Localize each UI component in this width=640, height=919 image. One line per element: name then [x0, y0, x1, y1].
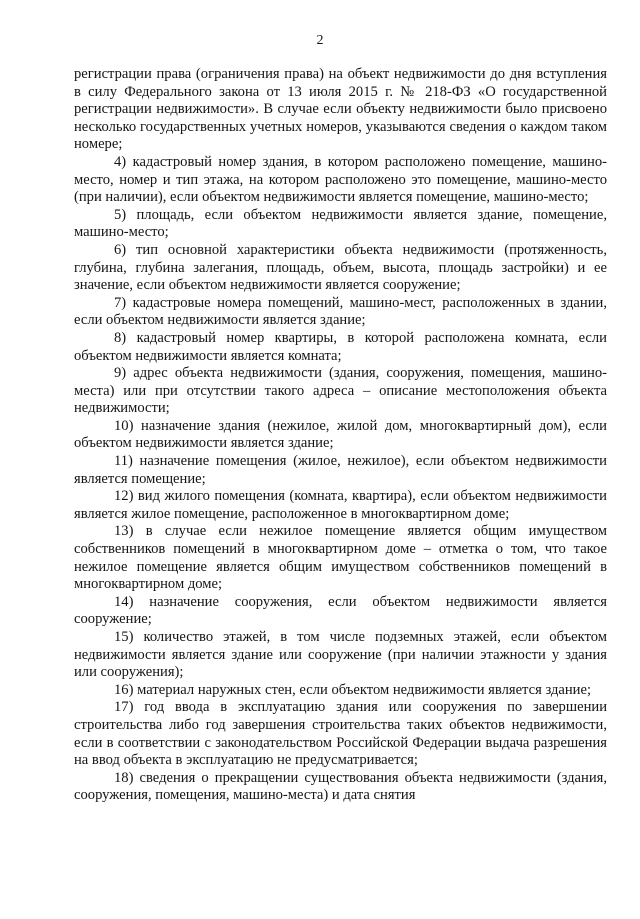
paragraph-item-10: 10) назначение здания (нежилое, жилой дом, многоквартирный дом), если объектом недвижимости является здание; — [74, 417, 607, 452]
paragraph-item-17: 17) год ввода в эксплуатацию здания или сооружения по завершении строительства либо год завершения строительства таких объектов недвижимости, если в соответствии с законодательством Российской Федерации выдача разрешения на ввод объекта в эксплуатацию не предусматривается; — [74, 699, 607, 769]
paragraph-item-18: 18) сведения о прекращении существования объекта недвижимости (здания, сооружения, помещения, машино-места) и дата снятия — [74, 769, 607, 804]
paragraph-item-8: 8) кадастровый номер квартиры, в которой расположена комната, если объектом недвижимости является комната; — [74, 329, 607, 364]
paragraph-item-16: 16) материал наружных стен, если объектом недвижимости является здание; — [114, 681, 591, 698]
document-body — [74, 66, 607, 805]
page-number: 2 — [316, 33, 324, 48]
paragraph-item-6: 6) тип основной характеристики объекта недвижимости (протяженность, глубина, глубина залегания, площадь, объем, высота, площадь застройки) и ее значение, если объектом недвижимости является сооружение; — [74, 241, 607, 294]
paragraph-item-13: 13) в случае если нежилое помещение является общим имуществом собственников помещений в многоквартирном доме – отметка о том, что такое нежилое помещение является общим имуществом собственников помещений в многоквартирном доме; — [74, 523, 607, 593]
paragraph-item-4: 4) кадастровый номер здания, в котором расположено помещение, машино-место, номер и тип этажа, на котором расположено это помещение, машино-место (при наличии), если объектом недвижимости является помещение, машино-место; — [74, 153, 607, 206]
paragraph-item-11: 11) назначение помещения (жилое, нежилое), если объектом недвижимости является помещение; — [74, 453, 607, 487]
paragraph-item-12: 12) вид жилого помещения (комната, квартира), если объектом недвижимости является жилое помещение, расположенное в многоквартирном доме; — [74, 488, 607, 522]
paragraph-item-5: 5) площадь, если объектом недвижимости является здание, помещение, машино-место; — [74, 206, 607, 241]
paragraph-item-9: 9) адрес объекта недвижимости (здания, сооружения, помещения, машино-места) или при отсутствии такого адреса – описание местоположения объекта недвижимости; — [74, 365, 607, 417]
paragraph-continuation: регистрации права (ограничения права) на объект недвижимости до дня вступления в силу Федерального закона от 13 июля 2015 г. № 218-ФЗ «О государственной регистрации недвижимости». В случае если объекту недвижимости было присвоено несколько государственных учетных номеров, указываются сведения о каждом таком номере; — [74, 66, 607, 153]
paragraph-item-15: 15) количество этажей, в том числе подземных этажей, если объектом недвижимости является здание или сооружение (при наличии этажности у здания или сооружения); — [74, 629, 607, 681]
paragraph-item-14: 14) назначение сооружения, если объектом недвижимости является сооружение; — [74, 593, 607, 628]
paragraph-item-7: 7) кадастровые номера помещений, машино-мест, расположенных в здании, если объектом недвижимости является здание; — [74, 294, 607, 329]
